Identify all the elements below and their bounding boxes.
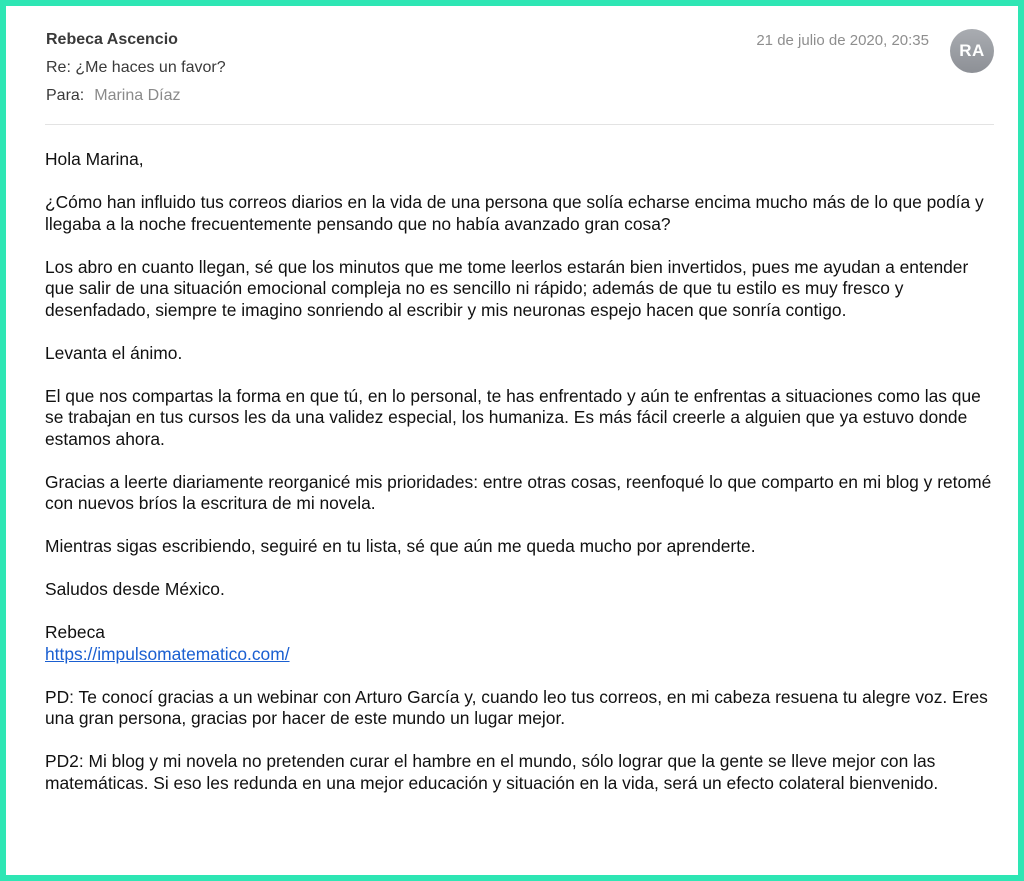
sender-avatar[interactable]: RA	[950, 29, 994, 73]
email-body	[45, 149, 995, 816]
recipient-row	[46, 87, 181, 105]
paragraph-5: Gracias a leerte diariamente reorganicé mis prioridades: entre otras cosas, reenfoqué lo que comparto en mi blog y retomé con nuevos bríos la escritura de mi novela.	[45, 471, 992, 513]
header-divider	[45, 124, 994, 125]
signature	[45, 622, 995, 665]
recipient-name[interactable]: Marina Díaz	[94, 87, 181, 104]
sender-name: Rebeca Ascencio	[46, 31, 178, 48]
paragraph-3: Levanta el ánimo.	[45, 342, 183, 363]
signature-link[interactable]: https://impulsomatematico.com/	[45, 643, 290, 664]
email-header	[39, 26, 994, 126]
email-date: 21 de julio de 2020, 20:35	[756, 32, 929, 49]
paragraph-4: El que nos compartas la forma en que tú, en lo personal, te has enfrentado y aún te enfrentas a situaciones como las que se trabajan en tus cursos les da una validez especial, los humaniza. Es más fácil creerle a alguien que ya estuvo donde estamos ahora.	[45, 385, 981, 449]
postscript-2: PD2: Mi blog y mi novela no pretenden curar el hambre en el mundo, sólo lograr que la gente se lleve mejor con las matemáticas. Si eso les redunda en una mejor educación y situación en la vida, será un efecto colateral bienvenido.	[45, 751, 939, 793]
email-subject: Re: ¿Me haces un favor?	[46, 59, 226, 76]
postscript-1: PD: Te conocí gracias a un webinar con Arturo García y, cuando leo tus correos, en mi cabeza resuena tu alegre voz. Eres una gran persona, gracias por hacer de este mundo un lugar mejor.	[45, 686, 988, 728]
recipient-label: Para:	[46, 87, 85, 104]
paragraph-6: Mientras sigas escribiendo, seguiré en tu lista, sé que aún me queda mucho por aprenderte.	[45, 536, 756, 556]
paragraph-2: Los abro en cuanto llegan, sé que los minutos que me tome leerlos estarán bien invertidos, pues me ayudan a entender que salir de una situación emocional compleja no es sencillo ni rápido; además de que tu estilo es muy fresco y desenfadado, siempre te imagino sonriendo al escribir y mis neuronas espejo hacen que sonría contigo.	[45, 256, 969, 320]
paragraph-7: Saludos desde México.	[45, 579, 225, 599]
paragraph-1: ¿Cómo han influido tus correos diarios en la vida de una persona que solía echarse encima mucho más de lo que podía y llegaba a la noche frecuentemente pensando que no había avanzado gran cosa?	[45, 192, 984, 234]
greeting: Hola Marina,	[45, 149, 144, 169]
signature-name: Rebeca	[45, 622, 105, 642]
